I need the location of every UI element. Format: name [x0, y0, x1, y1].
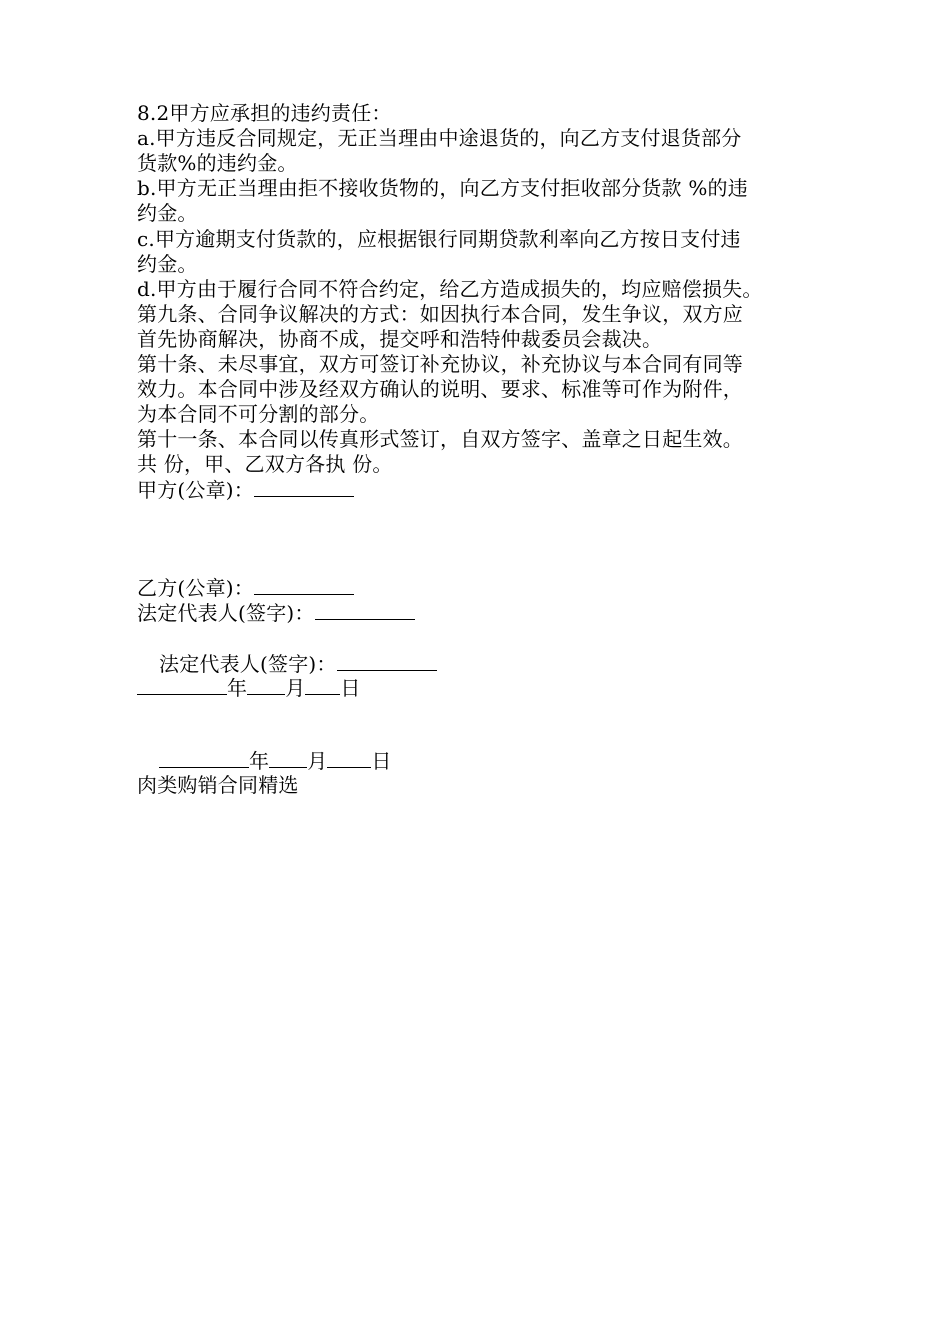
- paragraph-line: 为本合同不可分割的部分。: [137, 402, 380, 426]
- month-blank[interactable]: [247, 674, 285, 695]
- legal-rep-blank-2[interactable]: [337, 650, 437, 671]
- party-b-seal-blank[interactable]: [254, 574, 354, 595]
- legal-rep-line-2: [159, 650, 437, 676]
- legal-rep-line-1: [137, 599, 415, 625]
- paragraph-line: a.甲方违反合同规定，无正当理由中途退货的，向乙方支付退货部分: [137, 126, 742, 150]
- paragraph-line: c.甲方逾期支付货款的，应根据银行同期贷款利率向乙方按日支付违: [137, 227, 741, 251]
- year-blank[interactable]: [137, 674, 227, 695]
- legal-rep-label-1: 法定代表人(签字)：: [137, 601, 315, 625]
- year-label: 年: [249, 749, 270, 773]
- paragraph-line: 首先协商解决，协商不成，提交呼和浩特仲裁委员会裁决。: [137, 327, 663, 351]
- paragraph-line: 第十一条、本合同以传真形式签订，自双方签字、盖章之日起生效。: [137, 427, 743, 451]
- paragraph-line: 第十条、未尽事宜，双方可签订补充协议，补充协议与本合同有同等: [137, 352, 743, 376]
- date-line-1: [137, 674, 361, 700]
- party-a-seal-blank[interactable]: [254, 476, 354, 497]
- paragraph-line: 效力。本合同中涉及经双方确认的说明、要求、标准等可作为附件，: [137, 377, 743, 401]
- month-blank[interactable]: [269, 747, 307, 768]
- legal-rep-label-2: 法定代表人(签字)：: [159, 652, 337, 676]
- day-blank[interactable]: [327, 747, 371, 768]
- paragraph-line: 共 份，甲、乙双方各执 份。: [137, 452, 393, 476]
- paragraph-line: 约金。: [137, 252, 198, 276]
- paragraph-line: 约金。: [137, 201, 198, 225]
- paragraph-line: 8.2甲方应承担的违约责任：: [137, 101, 392, 125]
- party-a-seal-line: [137, 476, 354, 502]
- legal-rep-blank-1[interactable]: [315, 599, 415, 620]
- year-blank[interactable]: [159, 747, 249, 768]
- month-label: 月: [285, 676, 306, 700]
- month-label: 月: [307, 749, 328, 773]
- paragraph-line: 第九条、合同争议解决的方式：如因执行本合同，发生争议，双方应: [137, 302, 743, 326]
- day-label: 日: [371, 749, 392, 773]
- paragraph-line: 货款%的违约金。: [137, 151, 298, 175]
- day-blank[interactable]: [305, 674, 340, 695]
- party-a-seal-label: 甲方(公章)：: [137, 478, 255, 502]
- paragraph-line: d.甲方由于履行合同不符合约定，给乙方造成损失的，均应赔偿损失。: [137, 277, 763, 301]
- party-b-seal-line: [137, 574, 354, 600]
- year-label: 年: [227, 676, 248, 700]
- footer-title: 肉类购销合同精选: [137, 773, 299, 797]
- date-line-2: [159, 747, 392, 773]
- day-label: 日: [340, 676, 361, 700]
- party-b-seal-label: 乙方(公章)：: [137, 576, 255, 600]
- paragraph-line: b.甲方无正当理由拒不接收货物的，向乙方支付拒收部分货款 %的违: [137, 176, 748, 200]
